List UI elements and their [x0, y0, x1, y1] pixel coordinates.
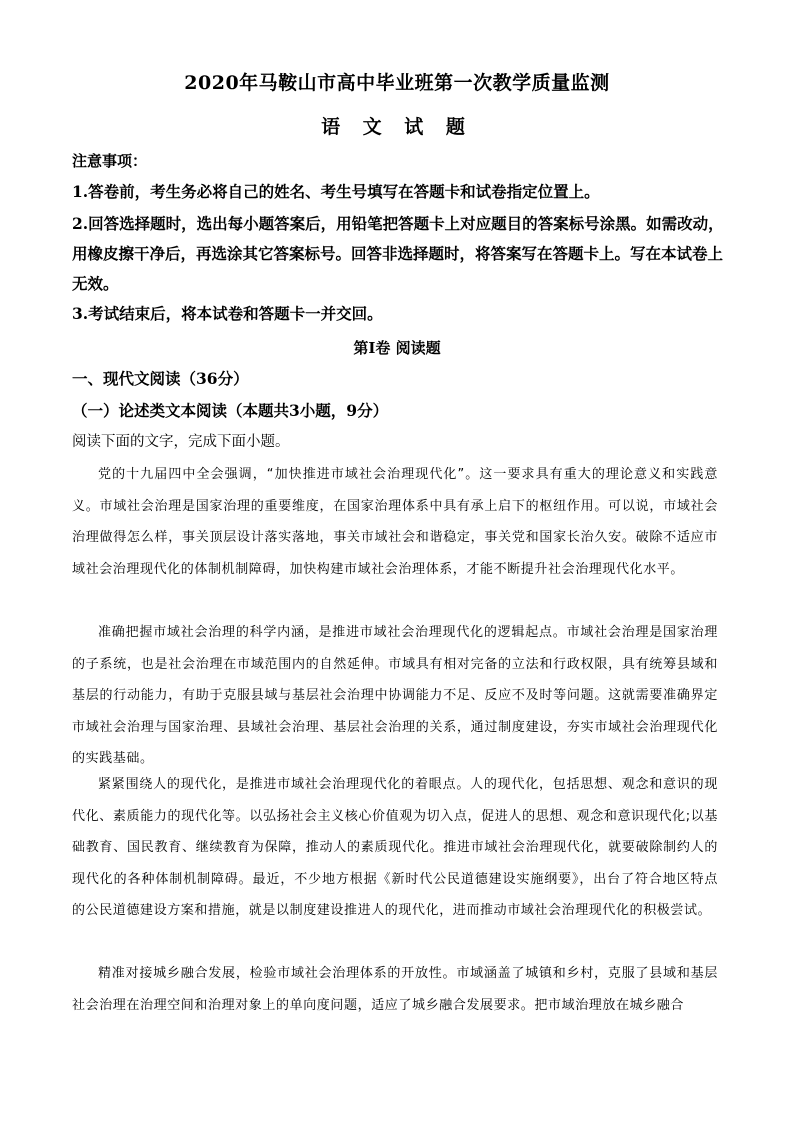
reading-instruction: 阅读下面的文字，完成下面小题。 — [72, 434, 290, 450]
passage-paragraph-4: 精准对接城乡融合发展，检验市域社会治理体系的开放性。市域涵盖了城镇和乡村，克服了县域和基层社会治理在治理空间和治理对象上的单向度问题，适应了城乡融合发展要求。把市域治理放在城乡融合 — [72, 966, 718, 1013]
notice-item-1: 1.答卷前，考生务必将自己的姓名、考生号填写在答题卡和试卷指定位置上。 — [72, 182, 600, 201]
subsection-heading: （一）论述类文本阅读（本题共3小题，9分） — [72, 401, 389, 420]
exam-subtitle: 语 文 试 题 — [321, 116, 473, 138]
passage-paragraph-3: 紧紧围绕人的现代化，是推进市域社会治理现代化的着眼点。人的现代化，包括思想、观念和意识的现代化、素质能力的现代化等。以弘扬社会主义核心价值观为切入点，促进人的思想、观念和意识现代化;以基础教育、国民教育、继续教育为保障，推动人的素质现代化。推进市域社会治理现代化，就要破除制约人的现代化的各种体制机制障碍。最近，不少地方根据《新时代公民道德建设实施纲要》，出台了符合地区特点的公民道德建设方案和措施，就是以制度建设推进人的现代化，进而推动市域社会治理现代化的积极尝试。 — [72, 777, 718, 918]
exam-title: 2020年马鞍山市高中毕业班第一次教学质量监测 — [184, 72, 610, 94]
part-heading: 第Ⅰ卷 阅读题 — [353, 339, 441, 357]
notice-item-2: 2.回答选择题时，选出每小题答案后，用铅笔把答题卡上对应题目的答案标号涂黑。如需改动，用橡皮擦干净后，再选涂其它答案标号。回答非选择题时，将答案写在答题卡上。写在本试卷上无效。 — [72, 214, 724, 293]
notice-heading: 注意事项： — [72, 152, 148, 170]
notice-item-3: 3.考试结束后，将本试卷和答题卡一并交回。 — [72, 304, 383, 323]
passage-paragraph-2: 准确把握市域社会治理的科学内涵，是推进市域社会治理现代化的逻辑起点。市域社会治理是国家治理的子系统，也是社会治理在市域范围内的自然延伸。市域具有相对完备的立法和行政权限，具有统筹县域和基层的行动能力，有助于克服县域与基层社会治理中协调能力不足、反应不及时等问题。这就需要准确界定市域社会治理与国家治理、县域社会治理、基层社会治理的关系，通过制度建设，夯实市域社会治理现代化的实践基础。 — [72, 625, 718, 766]
section-heading: 一、现代文阅读（36分） — [72, 369, 249, 388]
passage-paragraph-1: 党的十九届四中全会强调，“加快推进市域社会治理现代化”。这一要求具有重大的理论意义和实践意义。市域社会治理是国家治理的重要维度，在国家治理体系中具有承上启下的枢纽作用。可以说，市域社会治理做得怎么样，事关顶层设计落实落地，事关市域社会和谐稳定，事关党和国家长治久安。破除不适应市域社会治理现代化的体制机制障碍，加快构建市域社会治理体系，才能不断提升社会治理现代化水平。 — [72, 467, 718, 577]
